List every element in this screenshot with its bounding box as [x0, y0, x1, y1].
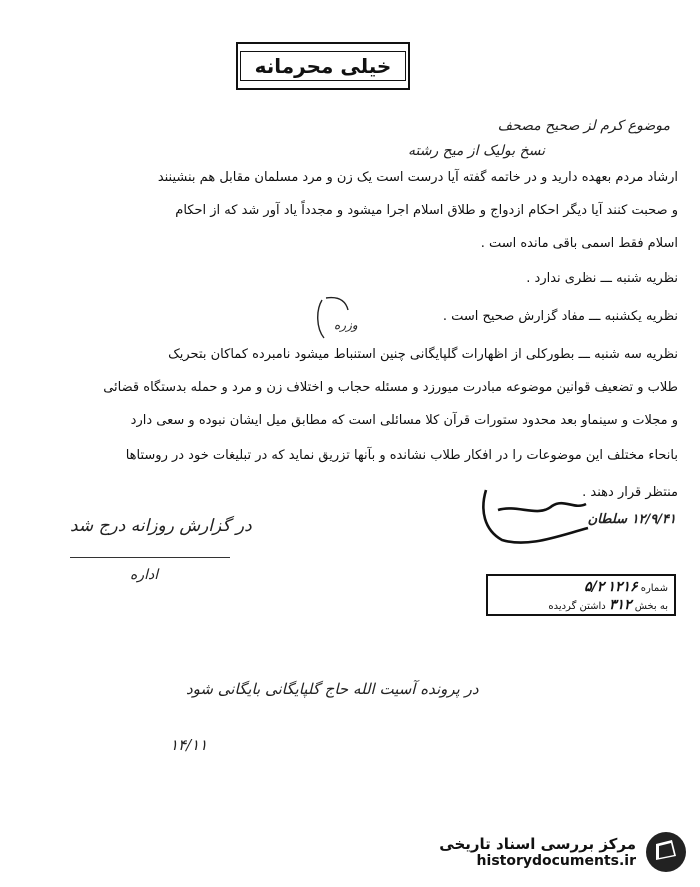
header-title: خیلی محرمانه [240, 51, 407, 81]
handwritten-top-line-2: نسخ بولیک از میح رشته [407, 143, 545, 159]
stamp-note: داشتن گردیده [548, 601, 606, 612]
stamp-number-label: شماره [640, 583, 668, 594]
handwritten-bottom-note: در پرونده آسیت الله حاج گلپایگانی بایگانی شود [186, 680, 479, 698]
margin-note: وزره [334, 318, 358, 332]
archive-logo-icon [644, 830, 688, 874]
body-line-9: بانحاء مختلف این موضوعات را در افکار طلاب نشانده و بآنها تزریق نماید که در تبلیغات خود در روستاها [125, 448, 678, 463]
underline-divider [70, 557, 230, 558]
signature-date: ۱۲/۹/۴۱ سلطان [587, 512, 676, 527]
body-line-6: نظریه سه شنبه ـــ بطورکلی از اظهارات گلپایگانی چنین استنباط میشود نامبرده کماکان بتحریک [168, 347, 678, 362]
body-line-8: و مجلات و سینماو بعد محدود ستورات قرآن کلا مسائلی است که مطابق میل ایشان نبوده و سعی دارد [130, 413, 678, 428]
body-line-2: و صحبت کنند آیا دیگر احکام ازدواج و طلاق اسلام اجرا میشود و مجدداً یاد آور شد که از احکام [175, 203, 678, 218]
body-line-4: نظریه شنبه ـــ نظری ندارد . [526, 271, 678, 286]
body-line-10: منتظر قرار دهند . [582, 485, 678, 500]
handwritten-left-line-2: اداره [130, 567, 159, 583]
handwritten-top-line-1: موضوع کرم لز صحیح مصحف [497, 118, 670, 134]
handwritten-number: ۱۴/۱۱ [170, 736, 208, 754]
body-line-5: نظریه یکشنبه ـــ مفاد گزارش صحیح است . [442, 309, 678, 324]
stamp-dept-value: ۳۱۲ [608, 597, 632, 613]
body-line-1: ارشاد مردم بعهده دارید و در خاتمه گفته آیا درست است یک زن و مرد مسلمان مقابل هم بنشینند [157, 170, 678, 185]
handwritten-left-line-1: در گزارش روزانه درج شد [70, 516, 252, 536]
stamp-dept-label: به بخش [634, 601, 668, 612]
watermark [412, 829, 688, 875]
watermark-site: historydocuments.ir [476, 853, 636, 869]
watermark-text [439, 835, 636, 869]
margin-bracket-icon [316, 296, 352, 342]
registry-stamp [486, 574, 676, 616]
body-line-3: اسلام فقط اسمی باقی مانده است . [480, 236, 678, 251]
stamp-number: ۱۲۱۶ [607, 579, 638, 595]
header-title-box [236, 42, 410, 90]
stamp-row-1 [584, 579, 668, 595]
stamp-row-2 [548, 597, 668, 613]
signature-scribble-icon [478, 470, 602, 550]
watermark-title: مرکز بررسی اسناد تاریخی [439, 835, 636, 853]
body-line-7: طلاب و تضعیف قوانین موضوعه مبادرت میورزد و مسئله حجاب و اختلاف زن و مرد و حمله بدستگاه قضائی [103, 380, 678, 395]
stamp-date: ۵/۲ [584, 579, 605, 595]
